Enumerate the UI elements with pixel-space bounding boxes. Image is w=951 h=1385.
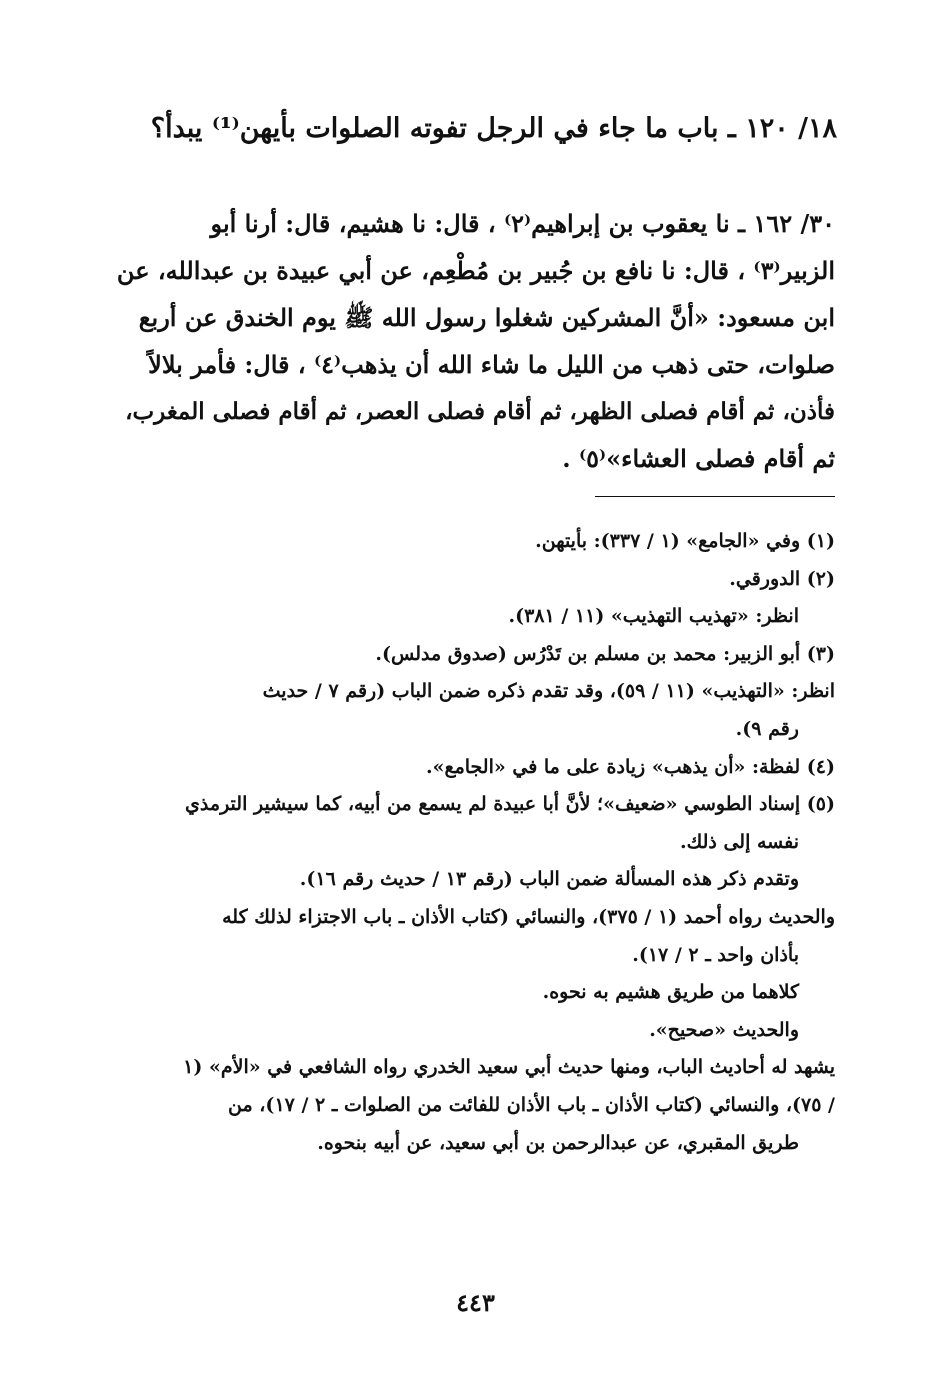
- hadith-line: ابن مسعود: «أنَّ المشركين شغلوا رسول الله ﷺ يوم الخندق عن أربع: [138, 303, 835, 332]
- footnote-line: (٤) لفظة: «أن يذهب» زيادة على ما في «الجامع».: [425, 755, 835, 778]
- hadith-line: ٣٠/ ١٦٢ ـ نا يعقوب بن إبراهيم⁽٢⁾ ، قال: نا هشيم، قال: أرنا أبو: [210, 209, 835, 238]
- hadith-line: فأذن، ثم أقام فصلى الظهر، ثم أقام فصلى العصر، ثم أقام فصلى المغرب،: [125, 398, 835, 425]
- footnote-line: / ٧٥)، والنسائي (كتاب الأذان ـ باب الأذان للفائت من الصلوات ـ ٢ / ١٧)، من: [228, 1093, 835, 1116]
- footnote-line: (١) وفي «الجامع» (١ / ٣٣٧): بأيتهن.: [535, 530, 835, 552]
- footnote-line: طريق المقبري، عن عبدالرحمن بن أبي سعيد، عن أبيه بنحوه.: [317, 1131, 799, 1154]
- footnote-line: (٢) الدورقي.: [729, 567, 835, 590]
- footnote-line: والحديث «صحيح».: [649, 1018, 799, 1041]
- footnote-line: نفسه إلى ذلك.: [679, 830, 799, 853]
- footnote-line: انظر: «التهذيب» (١١ / ٥٩)، وقد تقدم ذكره ضمن الباب (رقم ٧ / حديث: [262, 680, 835, 703]
- footnote-line: بأذان واحد ـ ٢ / ١٧).: [632, 943, 799, 966]
- footnote-line: (٣) أبو الزبير: محمد بن مسلم بن تَدْرُس (صدوق مدلس).: [375, 642, 835, 665]
- footnote-line: والحديث رواه أحمد (١ / ٣٧٥)، والنسائي (كتاب الأذان ـ باب الاجتزاء لذلك كله: [222, 905, 835, 928]
- chapter-title: ١٨/ ١٢٠ ـ باب ما جاء في الرجل تفوته الصلوات بأيهن⁽¹⁾ يبدأ؟: [150, 113, 837, 144]
- hadith-line: صلوات، حتى ذهب من الليل ما شاء الله أن يذهب⁽٤⁾ ، قال: فأمر بلالاً: [148, 350, 835, 379]
- footnote-line: يشهد له أحاديث الباب، ومنها حديث أبي سعيد الخدري رواه الشافعي في «الأم» (١: [183, 1056, 835, 1079]
- footnote-line: (٥) إسناد الطوسي «ضعيف»؛ لأنَّ أبا عبيدة لم يسمع من أبيه، كما سيشير الترمذي: [185, 793, 835, 816]
- footnote-line: وتقدم ذكر هذه المسألة ضمن الباب (رقم ١٣ / حديث رقم ١٦).: [299, 868, 799, 891]
- footnote-separator: [595, 496, 835, 497]
- hadith-line: الزبير⁽٣⁾ ، قال: نا نافع بن جُبير بن مُطْعِم، عن أبي عبيدة بن عبدالله، عن: [116, 256, 835, 285]
- footnote-line: رقم ٩).: [735, 717, 799, 740]
- footnotes: [113, 523, 835, 1162]
- hadith-line: ثم أقام فصلى العشاء»⁽٥⁾ .: [562, 444, 835, 473]
- footnote-line: انظر: «تهذيب التهذيب» (١١ / ٣٨١).: [508, 605, 799, 628]
- page-number: ٤٤٣: [456, 1288, 495, 1317]
- footnote-line: كلاهما من طريق هشيم به نحوه.: [542, 981, 799, 1004]
- hadith-text: [113, 200, 835, 482]
